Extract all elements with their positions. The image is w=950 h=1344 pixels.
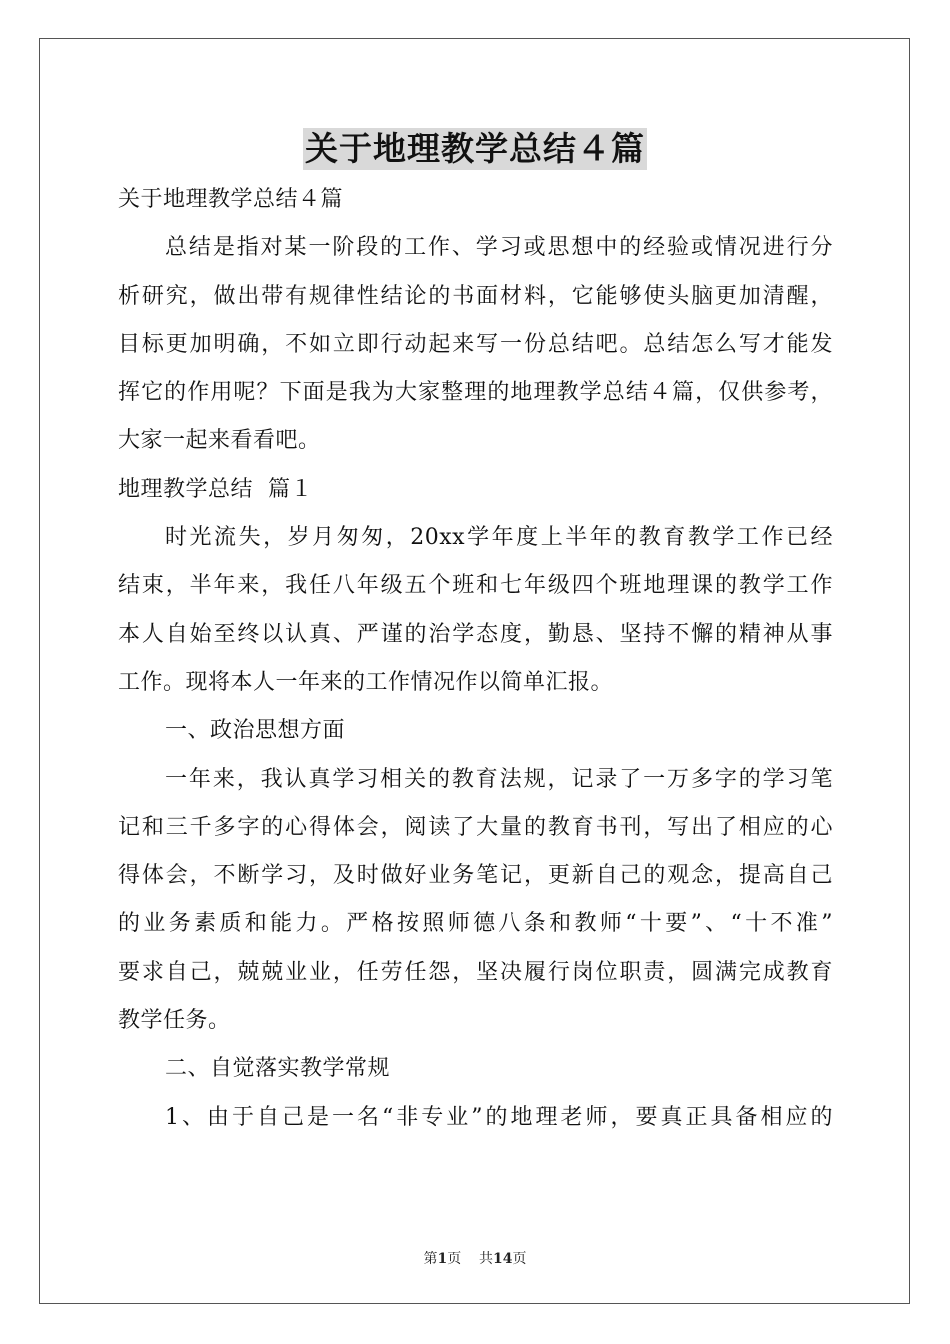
paragraph-line: 结束，半年来，我任八年级五个班和七年级四个班地理课的教学工作 <box>118 573 833 599</box>
paragraph-line: 记和三千多字的心得体会，阅读了大量的教育书刊，写出了相应的心 <box>118 814 833 840</box>
total-suffix: 页 <box>512 1251 527 1267</box>
page-footer <box>0 1248 950 1268</box>
intro-line: 总结是指对某一阶段的工作、学习或思想中的经验或情况进行分 <box>165 235 833 261</box>
intro-line: 大家一起来看看吧。 <box>118 428 321 454</box>
page-current: 1 <box>437 1251 448 1267</box>
paragraph-line: 的业务素质和能力。严格按照师德八条和教师“十要”、“十不准” <box>118 911 833 937</box>
section-heading: 地理教学总结 篇１ <box>118 476 313 502</box>
document-title: 关于地理教学总结４篇 <box>305 129 645 168</box>
page-suffix: 页 <box>447 1251 462 1267</box>
subtitle: 关于地理教学总结４篇 <box>118 187 344 212</box>
intro-line: 挥它的作用呢？下面是我为大家整理的地理教学总结４篇，仅供参考， <box>118 380 833 406</box>
paragraph-line: 要求自己，兢兢业业，任劳任怨，坚决履行岗位职责，圆满完成教育 <box>118 959 833 985</box>
paragraph-line: 得体会，不断学习，及时做好业务笔记，更新自己的观念，提高自己 <box>118 863 833 889</box>
total-prefix: 共 <box>479 1251 494 1267</box>
intro-line: 目标更加明确，不如立即行动起来写一份总结吧。总结怎么写才能发 <box>118 331 833 357</box>
subheading-politics: 一、政治思想方面 <box>165 718 346 744</box>
intro-line: 析研究，做出带有规律性结论的书面材料，它能够使头脑更加清醒， <box>118 283 833 309</box>
paragraph-line: 时光流失，岁月匆匆，20xx学年度上半年的教育教学工作已经 <box>165 525 833 551</box>
paragraph-line: 工作。现将本人一年来的工作情况作以简单汇报。 <box>118 669 614 695</box>
paragraph-line: 教学任务。 <box>118 1008 231 1034</box>
paragraph-line: 1、由于自己是一名“非专业”的地理老师，要真正具备相应的 <box>165 1104 833 1130</box>
title-container <box>0 128 950 170</box>
subheading-routine: 二、自觉落实教学常规 <box>165 1056 391 1082</box>
document-body <box>118 176 833 1142</box>
paragraph-line: 本人自始至终以认真、严谨的治学态度，勤恳、坚持不懈的精神从事 <box>118 621 833 647</box>
paragraph-line: 一年来，我认真学习相关的教育法规，记录了一万多字的学习笔 <box>165 766 833 792</box>
page-total: 14 <box>493 1251 513 1267</box>
page-prefix: 第 <box>423 1251 438 1267</box>
